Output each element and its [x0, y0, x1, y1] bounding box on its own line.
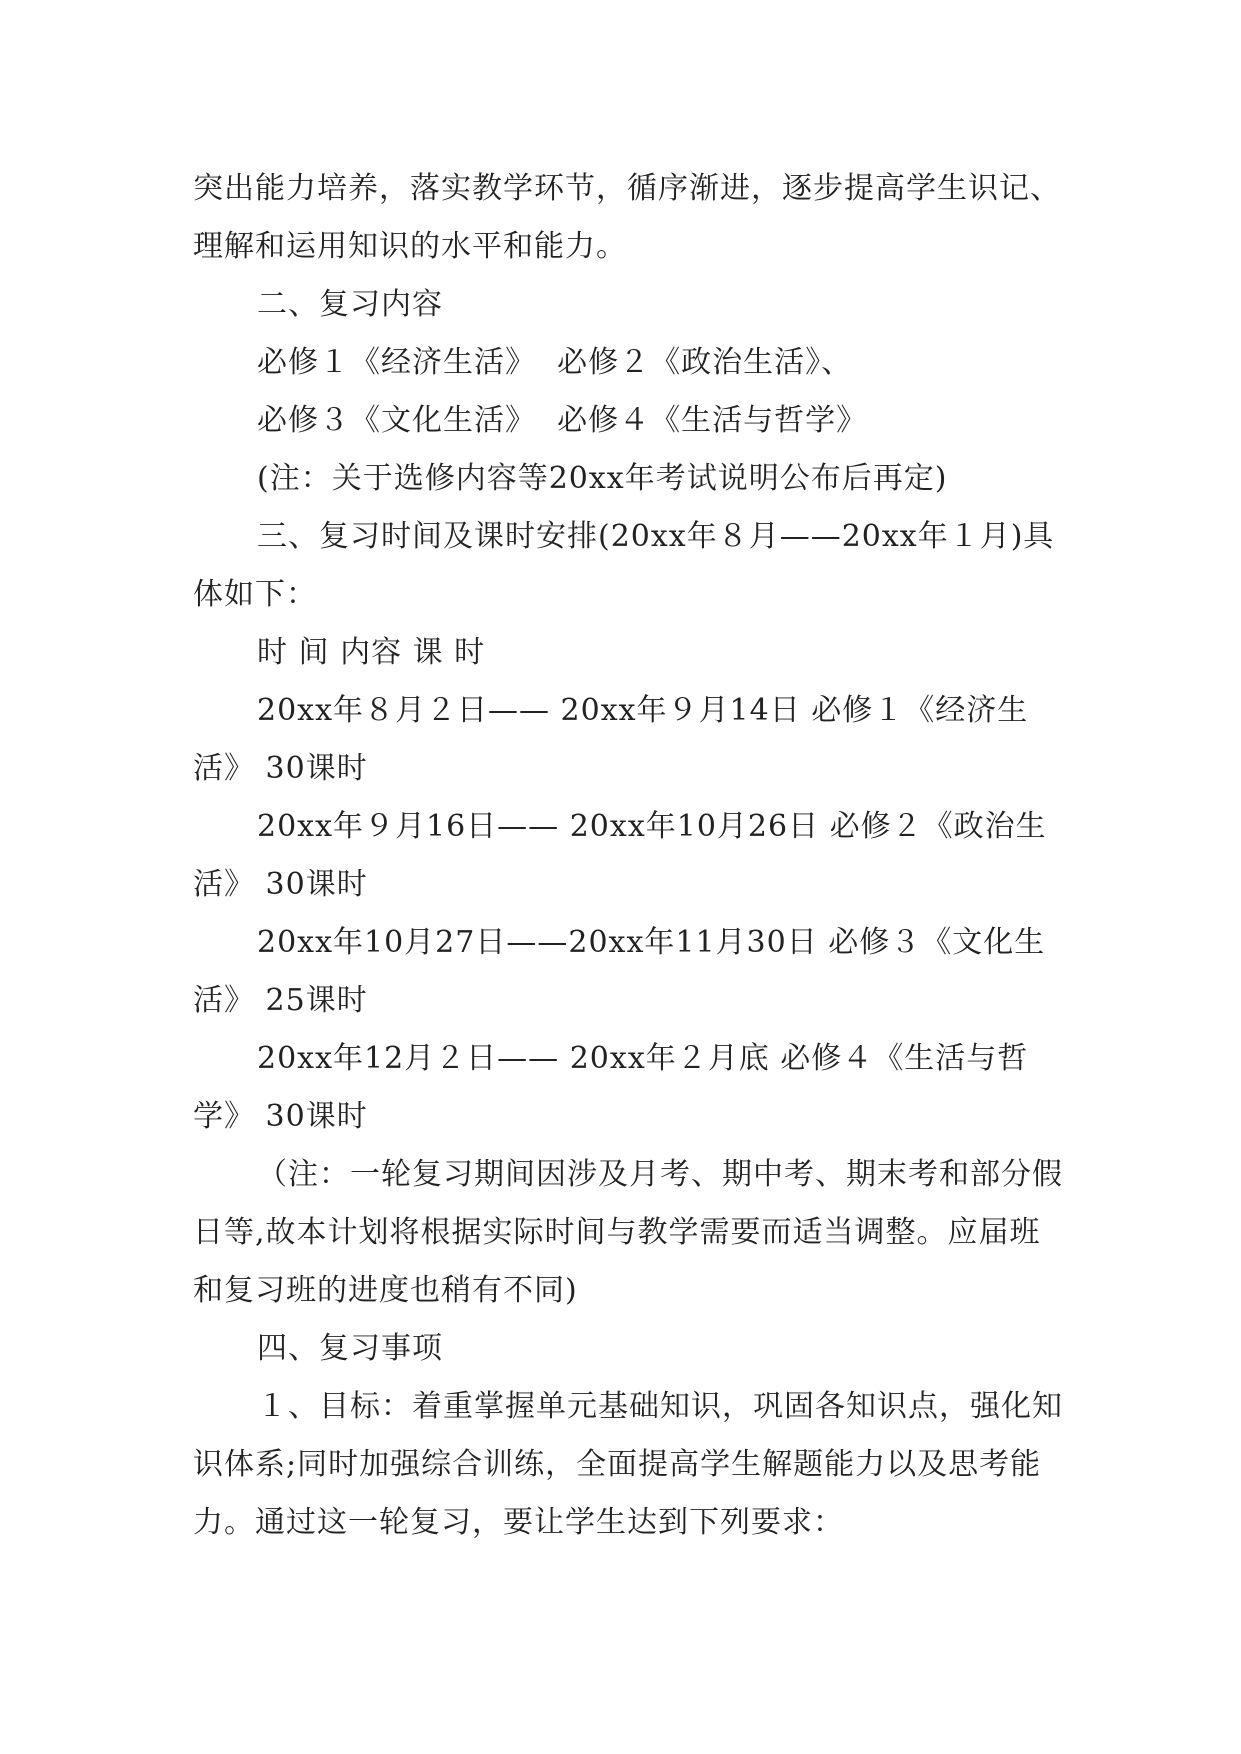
schedule-row-2: 20xx年９月16日—— 20xx年10月26日 必修２《政治生活》 30课时: [193, 809, 1047, 902]
schedule-header: 时 间 内容 课 时: [257, 635, 486, 670]
paragraph-schedule-note: （注：一轮复习期间因涉及月考、期中考、期末考和部分假日等,故本计划将根据实际时间与教学需要而适当调整。应届班和复习班的进度也稍有不同): [193, 1157, 1063, 1308]
paragraph-elective-note: (注：关于选修内容等20xx年考试说明公布后再定): [257, 461, 948, 496]
section-heading-review-items: 四、复习事项: [257, 1331, 443, 1366]
schedule-row-4: 20xx年12月２日—— 20xx年２月底 必修４《生活与哲学》 30课时: [193, 1041, 1029, 1134]
schedule-row-3: 20xx年10月27日——20xx年11月30日 必修３《文化生活》 25课时: [193, 925, 1046, 1018]
paragraph-intro: 突出能力培养，落实教学环节，循序渐进，逐步提高学生识记、理解和运用知识的水平和能力。: [193, 171, 1061, 264]
document-body: [193, 160, 1063, 1552]
paragraph-goal: １、目标：着重掌握单元基础知识，巩固各知识点，强化知识体系;同时加强综合训练，全面提高学生解题能力以及思考能力。通过这一轮复习，要让学生达到下列要求：: [193, 1389, 1063, 1540]
section-heading-review-content: 二、复习内容: [257, 287, 443, 322]
paragraph-required-courses-1-2: 必修１《经济生活》 必修２《政治生活》、: [257, 345, 853, 380]
section-heading-schedule: 三、复习时间及课时安排(20xx年８月——20xx年１月)具体如下：: [193, 519, 1055, 612]
paragraph-required-courses-3-4: 必修３《文化生活》 必修４《生活与哲学》: [257, 403, 868, 438]
schedule-row-1: 20xx年８月２日—— 20xx年９月14日 必修１《经济生活》 30课时: [193, 693, 1029, 786]
